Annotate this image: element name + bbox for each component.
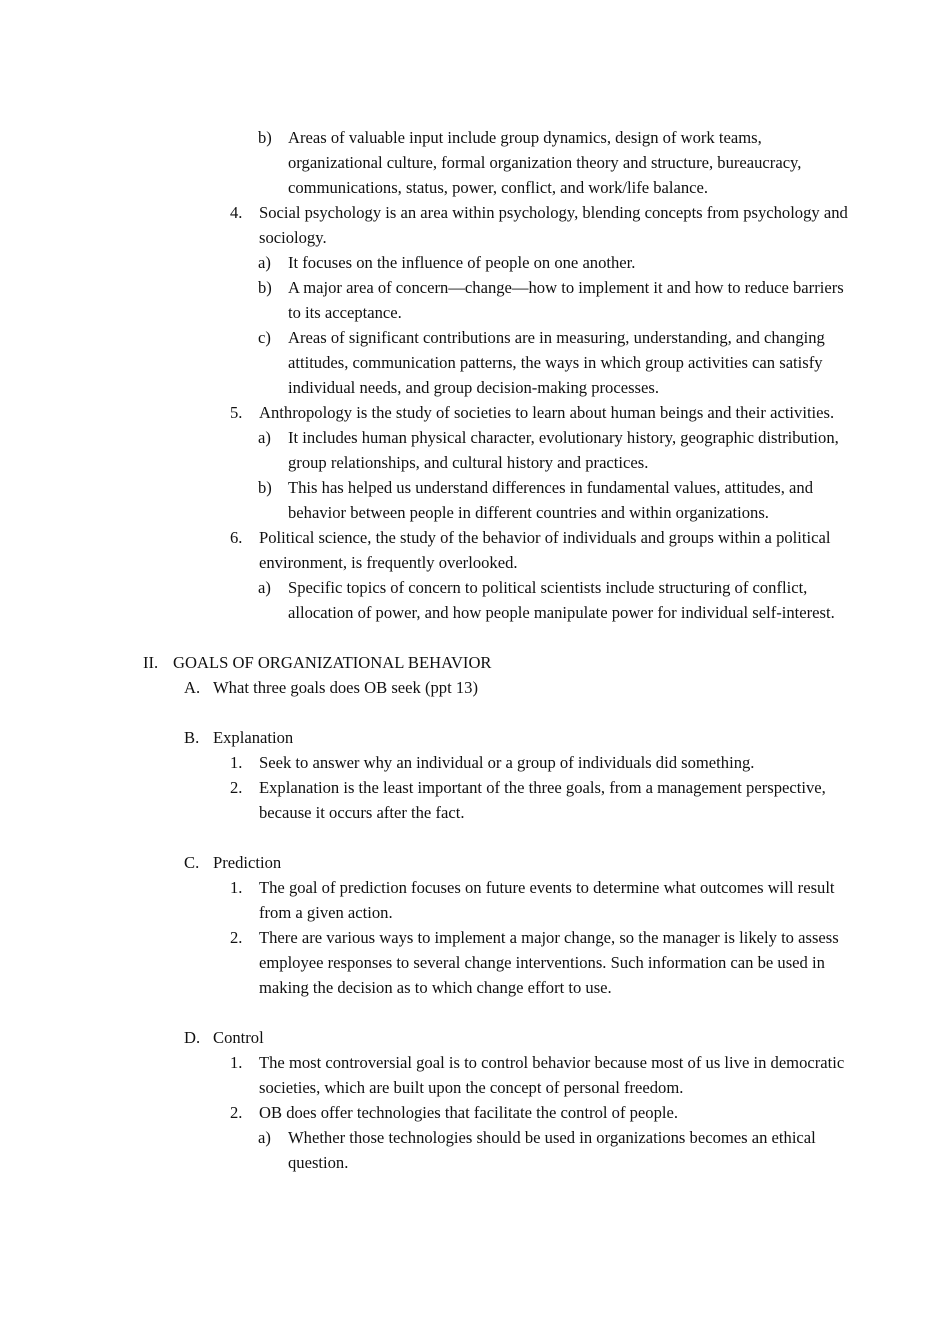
list-item	[0, 1050, 850, 1100]
list-item	[0, 325, 850, 400]
list-item	[0, 1125, 850, 1175]
outline-marker: D.	[184, 1028, 201, 1047]
section-marker: II.	[143, 653, 159, 672]
list-text: Specific topics of concern to political scientists include structuring of conflict, allocation of power, and how people manipulate power for individual self-interest.	[288, 578, 835, 622]
list-text: Political science, the study of the behavior of individuals and groups within a political environment, is frequently overlooked.	[259, 528, 831, 572]
spacer	[0, 700, 950, 725]
list-text: This has helped us understand differences in fundamental values, attitudes, and behavior between people in different countries and within organizations.	[288, 478, 814, 522]
list-item	[0, 275, 850, 325]
list-text: Social psychology is an area within psychology, blending concepts from psychology and sociology.	[259, 203, 848, 247]
list-item	[0, 875, 850, 925]
list-item	[0, 200, 850, 250]
list-marker: 6.	[230, 528, 243, 547]
list-text: It includes human physical character, evolutionary history, geographic distribution, group relationships, and cultural history and practices.	[288, 428, 839, 472]
list-marker: 1.	[230, 753, 243, 772]
list-marker: 5.	[230, 403, 243, 422]
list-item	[0, 575, 850, 625]
list-marker: 1.	[230, 1053, 243, 1072]
spacer	[0, 825, 950, 850]
list-marker: b)	[258, 478, 272, 497]
list-item	[0, 400, 850, 425]
document-page	[0, 125, 950, 1175]
list-item	[0, 1100, 850, 1125]
list-text: OB does offer technologies that facilitate the control of people.	[259, 1103, 679, 1122]
outline-text: What three goals does OB seek (ppt 13)	[213, 678, 478, 697]
spacer	[0, 625, 950, 650]
list-item	[0, 475, 850, 525]
list-marker: 2.	[230, 1103, 243, 1122]
list-item	[0, 925, 850, 1000]
list-item	[0, 425, 850, 475]
list-marker: 2.	[230, 928, 243, 947]
list-marker: b)	[258, 278, 272, 297]
outline-marker: A.	[184, 678, 201, 697]
list-text: The goal of prediction focuses on future events to determine what outcomes will result from a given action.	[259, 878, 835, 922]
list-text: Whether those technologies should be used in organizations becomes an ethical question.	[288, 1128, 816, 1172]
list-text: Explanation is the least important of the three goals, from a management perspective, because it occurs after the fact.	[259, 778, 826, 822]
list-marker: a)	[258, 1128, 271, 1147]
list-marker: 1.	[230, 878, 243, 897]
list-item	[0, 525, 850, 575]
list-marker: a)	[258, 253, 271, 272]
list-marker: 4.	[230, 203, 243, 222]
outline-item	[0, 675, 850, 700]
list-marker: c)	[258, 328, 271, 347]
list-item	[0, 125, 850, 200]
list-text: A major area of concern—change—how to implement it and how to reduce barriers to its acceptance.	[288, 278, 844, 322]
list-text: There are various ways to implement a major change, so the manager is likely to assess employee responses to several change interventions. Such information can be used in making the decision as to which change effort to use.	[259, 928, 839, 997]
outline-item	[0, 1025, 850, 1050]
list-marker: a)	[258, 428, 271, 447]
outline-item	[0, 725, 850, 750]
outline-marker: C.	[184, 853, 200, 872]
list-text: Seek to answer why an individual or a group of individuals did something.	[259, 753, 755, 772]
list-marker: b)	[258, 128, 272, 147]
outline-item	[0, 850, 850, 875]
list-text: It focuses on the influence of people on one another.	[288, 253, 636, 272]
outline-text: Prediction	[213, 853, 282, 872]
list-text: Areas of significant contributions are in measuring, understanding, and changing attitudes, communication patterns, the ways in which group activities can satisfy individual needs, and group decision-making processes.	[288, 328, 825, 397]
list-item	[0, 775, 850, 825]
list-text: Areas of valuable input include group dynamics, design of work teams, organizational culture, formal organization theory and structure, bureaucracy, communications, status, power, conflict, and work/life balance.	[288, 128, 802, 197]
list-text: Anthropology is the study of societies to learn about human beings and their activities.	[259, 403, 835, 422]
section-heading	[0, 650, 850, 675]
section-title: GOALS OF ORGANIZATIONAL BEHAVIOR	[173, 653, 492, 672]
spacer	[0, 1000, 950, 1025]
list-marker: 2.	[230, 778, 243, 797]
outline-text: Control	[213, 1028, 264, 1047]
list-text: The most controversial goal is to control behavior because most of us live in democratic societies, which are built upon the concept of personal freedom.	[259, 1053, 845, 1097]
list-item	[0, 750, 850, 775]
list-marker: a)	[258, 578, 271, 597]
outline-marker: B.	[184, 728, 200, 747]
outline-text: Explanation	[213, 728, 294, 747]
list-item	[0, 250, 850, 275]
